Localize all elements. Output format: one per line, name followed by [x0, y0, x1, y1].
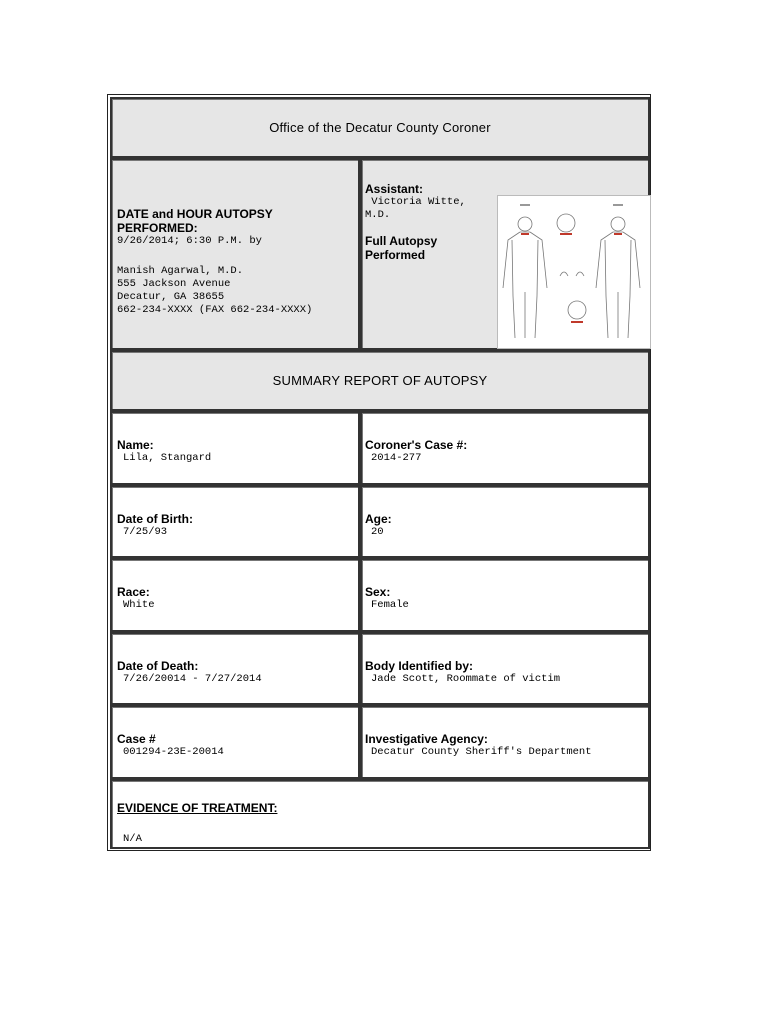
date-of-death-value: 7/26/20014 - 7/27/2014	[123, 673, 262, 685]
race-value: White	[123, 599, 155, 611]
dob-label: Date of Birth:	[117, 512, 193, 526]
full-autopsy-label: Full Autopsy Performed	[365, 234, 438, 262]
autopsy-label: DATE and HOUR AUTOPSY PERFORMED:	[117, 207, 273, 235]
date-of-death-label: Date of Death:	[117, 659, 199, 673]
name-value: Lila, Stangard	[123, 452, 212, 464]
summary-header	[110, 350, 650, 411]
date-of-death-cell	[110, 632, 360, 705]
sex-label: Sex:	[365, 585, 391, 599]
doctor-phone: 662-234-XXXX (FAX 662-234-XXXX)	[117, 304, 313, 316]
autopsy-date: 9/26/2014; 6:30 P.M. by	[117, 235, 262, 247]
body-outline-icon	[498, 196, 650, 348]
name-label: Name:	[117, 438, 154, 452]
case-number-label: Case #	[117, 732, 156, 746]
coroner-case-cell	[360, 411, 650, 485]
dob-cell	[110, 485, 360, 558]
dob-value: 7/25/93	[123, 526, 168, 538]
name-cell	[110, 411, 360, 485]
coroner-case-value: 2014-277	[371, 452, 422, 464]
evidence-value: N/A	[123, 833, 142, 845]
race-cell	[110, 558, 360, 632]
sex-value: Female	[371, 599, 409, 611]
case-number-value: 001294-23E-20014	[123, 746, 224, 758]
age-label: Age:	[365, 512, 392, 526]
agency-cell	[360, 705, 650, 779]
assistant-cell	[360, 158, 650, 350]
age-cell	[360, 485, 650, 558]
agency-value: Decatur County Sheriff's Department	[371, 746, 592, 758]
assistant-name-line2: M.D.	[365, 209, 391, 221]
body-identified-cell	[360, 632, 650, 705]
race-label: Race:	[117, 585, 150, 599]
office-title: Office of the Decatur County Coroner	[269, 120, 491, 135]
body-identified-value: Jade Scott, Roommate of victim	[371, 673, 561, 685]
assistant-name-line1: Victoria Witte,	[365, 196, 466, 208]
case-number-cell	[110, 705, 360, 779]
office-header	[110, 97, 650, 158]
assistant-label: Assistant:	[365, 182, 424, 196]
agency-label: Investigative Agency:	[365, 732, 488, 746]
body-diagram	[497, 195, 651, 349]
sex-cell	[360, 558, 650, 632]
age-value: 20	[371, 526, 384, 538]
body-identified-label: Body Identified by:	[365, 659, 473, 673]
doctor-address-line2: Decatur, GA 38655	[117, 291, 225, 303]
summary-title: SUMMARY REPORT OF AUTOPSY	[272, 373, 488, 388]
coroner-case-label: Coroner's Case #:	[365, 438, 468, 452]
doctor-address-line1: 555 Jackson Avenue	[117, 278, 231, 290]
evidence-label: EVIDENCE OF TREATMENT:	[117, 801, 278, 815]
autopsy-info-cell	[110, 158, 360, 350]
doctor-name: Manish Agarwal, M.D.	[117, 265, 244, 277]
autopsy-report-form	[107, 94, 651, 851]
evidence-cell	[110, 779, 650, 849]
